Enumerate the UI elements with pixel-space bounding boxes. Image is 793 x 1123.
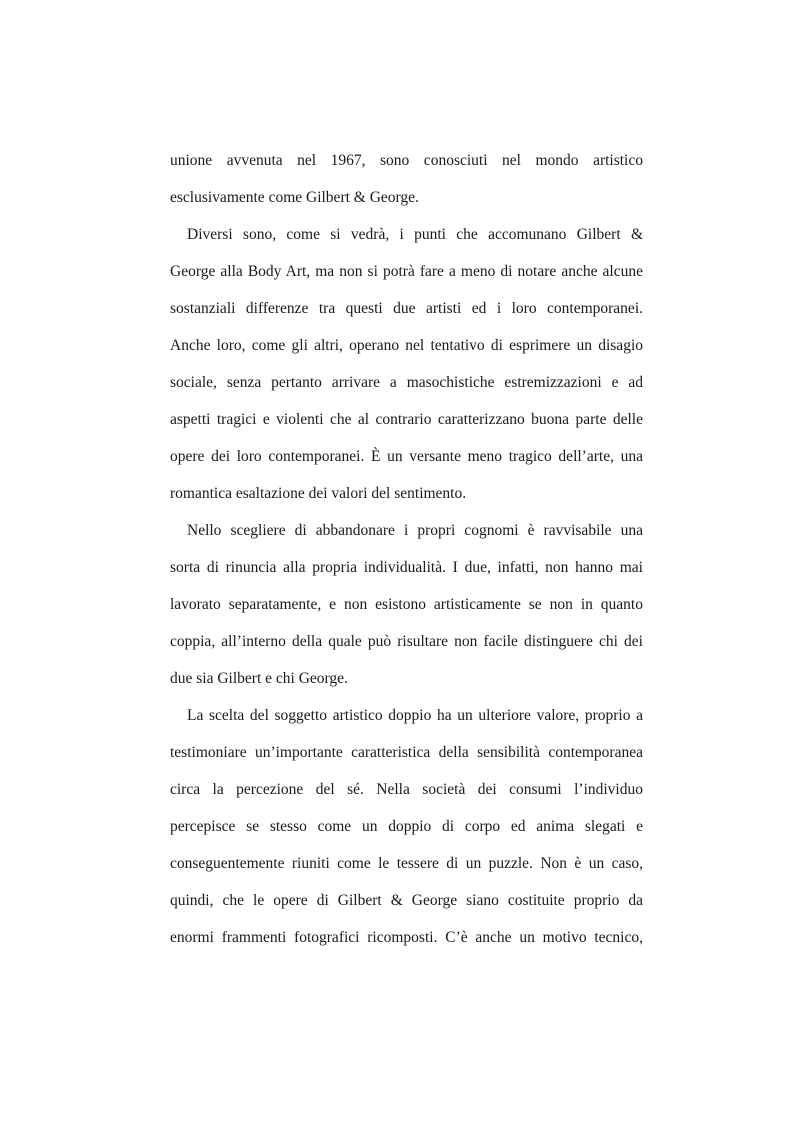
paragraph — [170, 701, 643, 960]
text-line: sorta di rinuncia alla propria individualità. I due, infatti, non hanno mai — [170, 559, 643, 576]
text-line: testimoniare un’importante caratteristica della sensibilità contemporanea — [170, 744, 643, 761]
text-line: lavorato separatamente, e non esistono artisticamente se non in quanto — [170, 596, 643, 613]
text-line: coppia, all’interno della quale può risultare non facile distinguere chi dei — [170, 633, 643, 650]
text-line: circa la percezione del sé. Nella società dei consumi l’individuo — [170, 781, 643, 798]
text-line: due sia Gilbert e chi George. — [170, 670, 348, 687]
text-line: sostanziali differenze tra questi due artisti ed i loro contemporanei. — [170, 300, 643, 317]
text-line: Nello scegliere di abbandonare i propri cognomi è ravvisabile una — [187, 522, 643, 539]
text-line: enormi frammenti fotografici ricomposti. C’è anche un motivo tecnico, — [170, 929, 643, 946]
paragraph — [170, 516, 643, 701]
text-line: Diversi sono, come si vedrà, i punti che accomunano Gilbert & — [187, 226, 643, 243]
text-line: percepisce se stesso come un doppio di corpo ed anima slegati e — [170, 818, 643, 835]
text-line: sociale, senza pertanto arrivare a masochistiche estremizzazioni e ad — [170, 374, 643, 391]
text-line: La scelta del soggetto artistico doppio ha un ulteriore valore, proprio a — [187, 707, 643, 724]
text-line: Anche loro, come gli altri, operano nel tentativo di esprimere un disagio — [170, 337, 643, 354]
text-line: unione avvenuta nel 1967, sono conosciuti nel mondo artistico — [170, 152, 643, 169]
text-line: aspetti tragici e violenti che al contrario caratterizzano buona parte delle — [170, 411, 643, 428]
paragraph — [170, 146, 643, 220]
text-line: romantica esaltazione dei valori del sentimento. — [170, 485, 467, 502]
text-line: conseguentemente riuniti come le tessere di un puzzle. Non è un caso, — [170, 855, 643, 872]
paragraph — [170, 220, 643, 516]
text-line: George alla Body Art, ma non si potrà fare a meno di notare anche alcune — [170, 263, 643, 280]
text-line: quindi, che le opere di Gilbert & George siano costituite proprio da — [170, 892, 643, 909]
text-line: opere dei loro contemporanei. È un versante meno tragico dell’arte, una — [170, 448, 643, 465]
body-text — [170, 146, 643, 960]
text-line: esclusivamente come Gilbert & George. — [170, 189, 419, 206]
